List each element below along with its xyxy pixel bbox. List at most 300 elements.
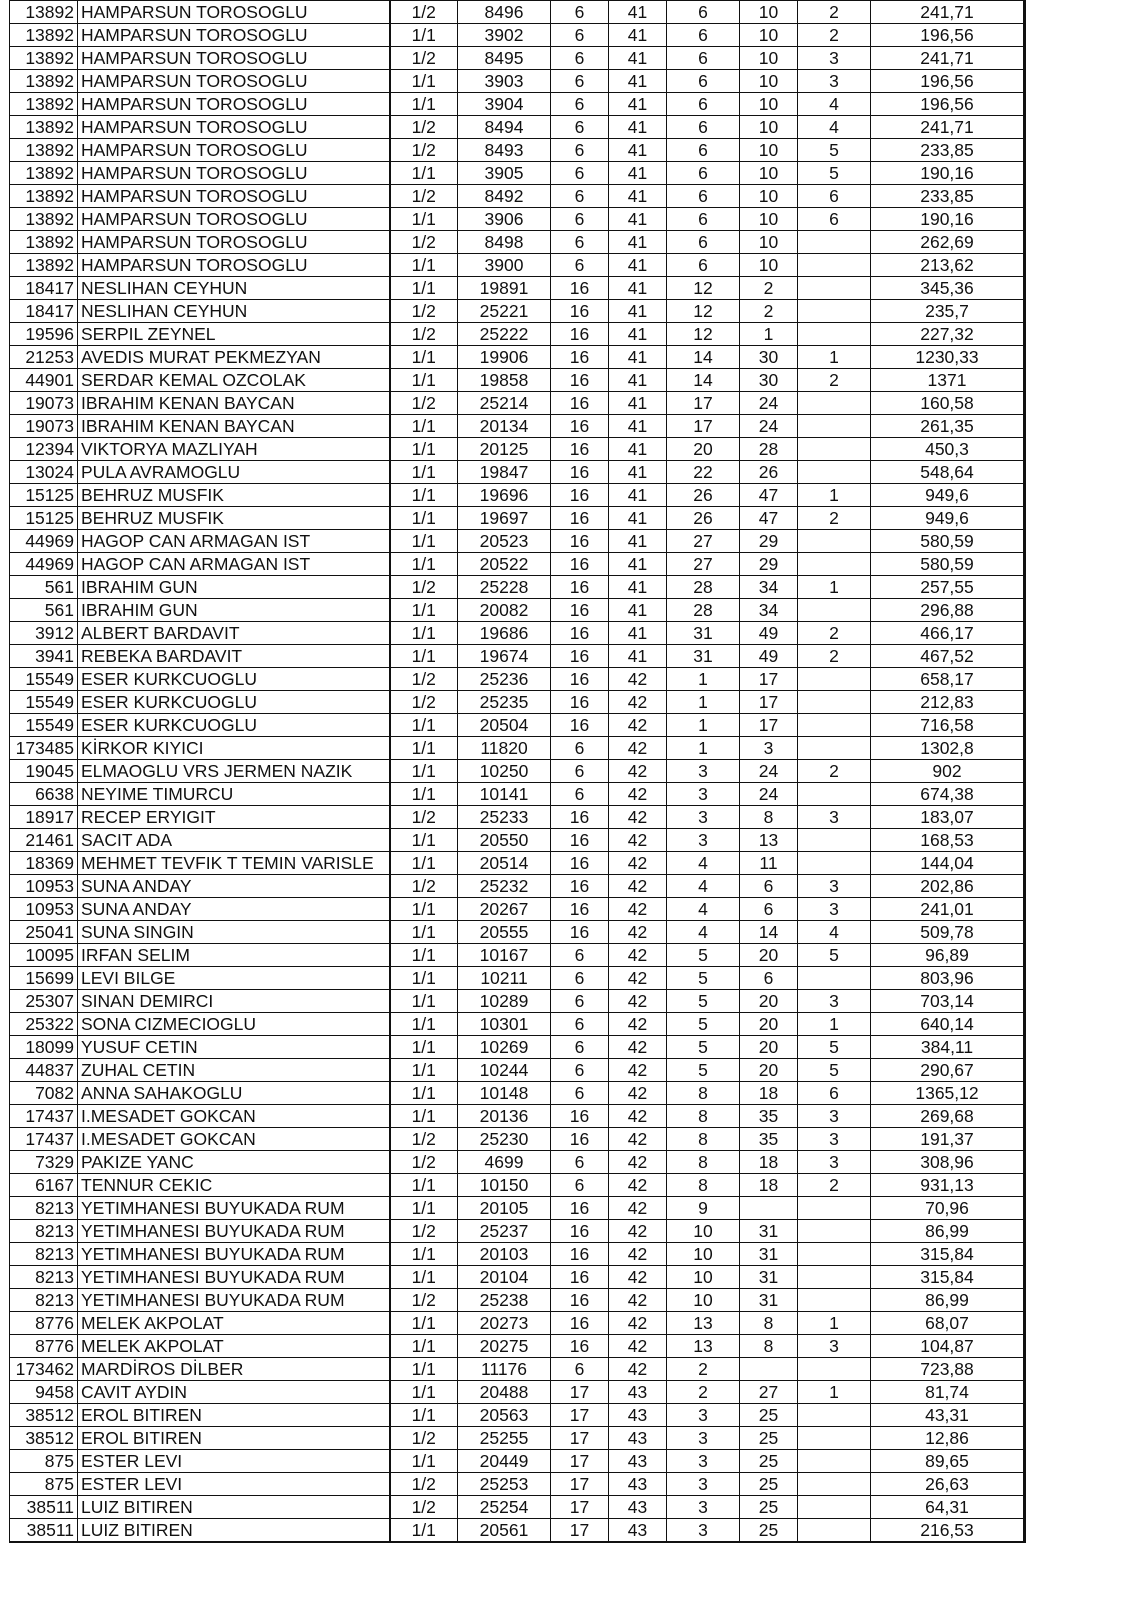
col-c-cell: 13 bbox=[667, 1312, 740, 1335]
col-b-cell: 42 bbox=[609, 1151, 667, 1174]
table-row bbox=[10, 944, 1025, 967]
table-row bbox=[10, 1059, 1025, 1082]
doc-no-cell: 3904 bbox=[458, 93, 551, 116]
record-no-cell: 25307 bbox=[10, 990, 78, 1013]
col-a-cell: 16 bbox=[551, 576, 609, 599]
amount-cell: 703,14 bbox=[871, 990, 1025, 1013]
name-cell: LEVI BILGE bbox=[78, 967, 390, 990]
amount-cell: 213,62 bbox=[871, 254, 1025, 277]
col-a-cell: 16 bbox=[551, 806, 609, 829]
col-b-cell: 41 bbox=[609, 507, 667, 530]
amount-cell: 450,3 bbox=[871, 438, 1025, 461]
col-d-cell: 10 bbox=[740, 1, 798, 24]
table-row bbox=[10, 1289, 1025, 1312]
col-b-cell: 42 bbox=[609, 990, 667, 1013]
col-d-cell: 34 bbox=[740, 599, 798, 622]
share-cell: 1/1 bbox=[390, 438, 458, 461]
name-cell: ESTER LEVI bbox=[78, 1450, 390, 1473]
col-b-cell: 41 bbox=[609, 438, 667, 461]
col-c-cell: 5 bbox=[667, 1059, 740, 1082]
col-c-cell: 20 bbox=[667, 438, 740, 461]
col-e-cell bbox=[798, 852, 871, 875]
record-no-cell: 44901 bbox=[10, 369, 78, 392]
amount-cell: 658,17 bbox=[871, 668, 1025, 691]
record-no-cell: 8213 bbox=[10, 1220, 78, 1243]
col-d-cell: 47 bbox=[740, 507, 798, 530]
doc-no-cell: 19686 bbox=[458, 622, 551, 645]
col-a-cell: 17 bbox=[551, 1450, 609, 1473]
col-b-cell: 42 bbox=[609, 944, 667, 967]
table-row bbox=[10, 530, 1025, 553]
col-b-cell: 42 bbox=[609, 668, 667, 691]
doc-no-cell: 25255 bbox=[458, 1427, 551, 1450]
name-cell: MELEK AKPOLAT bbox=[78, 1335, 390, 1358]
amount-cell: 548,64 bbox=[871, 461, 1025, 484]
record-no-cell: 6167 bbox=[10, 1174, 78, 1197]
amount-cell: 96,89 bbox=[871, 944, 1025, 967]
doc-no-cell: 10150 bbox=[458, 1174, 551, 1197]
col-a-cell: 6 bbox=[551, 70, 609, 93]
share-cell: 1/1 bbox=[390, 208, 458, 231]
table-row bbox=[10, 323, 1025, 346]
doc-no-cell: 20522 bbox=[458, 553, 551, 576]
col-e-cell: 3 bbox=[798, 70, 871, 93]
doc-no-cell: 25222 bbox=[458, 323, 551, 346]
doc-no-cell: 3905 bbox=[458, 162, 551, 185]
col-d-cell: 10 bbox=[740, 70, 798, 93]
col-d-cell: 20 bbox=[740, 990, 798, 1013]
col-d-cell: 10 bbox=[740, 139, 798, 162]
col-e-cell bbox=[798, 1473, 871, 1496]
col-d-cell: 25 bbox=[740, 1519, 798, 1543]
record-no-cell: 8213 bbox=[10, 1266, 78, 1289]
col-e-cell: 1 bbox=[798, 1312, 871, 1335]
col-c-cell: 4 bbox=[667, 852, 740, 875]
col-a-cell: 6 bbox=[551, 47, 609, 70]
table-row bbox=[10, 139, 1025, 162]
col-e-cell bbox=[798, 714, 871, 737]
col-b-cell: 41 bbox=[609, 645, 667, 668]
amount-cell: 640,14 bbox=[871, 1013, 1025, 1036]
col-b-cell: 41 bbox=[609, 47, 667, 70]
col-c-cell: 5 bbox=[667, 990, 740, 1013]
col-b-cell: 41 bbox=[609, 277, 667, 300]
col-c-cell: 26 bbox=[667, 507, 740, 530]
table-row bbox=[10, 93, 1025, 116]
col-b-cell: 41 bbox=[609, 162, 667, 185]
col-c-cell: 14 bbox=[667, 369, 740, 392]
share-cell: 1/2 bbox=[390, 806, 458, 829]
record-no-cell: 19596 bbox=[10, 323, 78, 346]
name-cell: VIKTORYA MAZLIYAH bbox=[78, 438, 390, 461]
record-no-cell: 6638 bbox=[10, 783, 78, 806]
col-e-cell bbox=[798, 1266, 871, 1289]
col-b-cell: 43 bbox=[609, 1427, 667, 1450]
record-no-cell: 15125 bbox=[10, 484, 78, 507]
amount-cell: 86,99 bbox=[871, 1220, 1025, 1243]
col-c-cell: 6 bbox=[667, 185, 740, 208]
name-cell: LUIZ BITIREN bbox=[78, 1496, 390, 1519]
col-b-cell: 41 bbox=[609, 208, 667, 231]
col-c-cell: 27 bbox=[667, 530, 740, 553]
col-d-cell: 10 bbox=[740, 93, 798, 116]
table-row bbox=[10, 24, 1025, 47]
col-e-cell: 2 bbox=[798, 507, 871, 530]
table-row bbox=[10, 346, 1025, 369]
name-cell: ALBERT BARDAVIT bbox=[78, 622, 390, 645]
col-e-cell: 3 bbox=[798, 1335, 871, 1358]
col-d-cell: 3 bbox=[740, 737, 798, 760]
col-e-cell: 2 bbox=[798, 1174, 871, 1197]
doc-no-cell: 20504 bbox=[458, 714, 551, 737]
share-cell: 1/1 bbox=[390, 1335, 458, 1358]
share-cell: 1/1 bbox=[390, 1450, 458, 1473]
share-cell: 1/1 bbox=[390, 645, 458, 668]
record-no-cell: 3941 bbox=[10, 645, 78, 668]
col-a-cell: 16 bbox=[551, 691, 609, 714]
col-b-cell: 42 bbox=[609, 1036, 667, 1059]
table-row bbox=[10, 967, 1025, 990]
col-c-cell: 9 bbox=[667, 1197, 740, 1220]
share-cell: 1/2 bbox=[390, 47, 458, 70]
name-cell: AVEDIS MURAT PEKMEZYAN bbox=[78, 346, 390, 369]
doc-no-cell: 25221 bbox=[458, 300, 551, 323]
col-e-cell: 2 bbox=[798, 24, 871, 47]
col-d-cell: 8 bbox=[740, 1335, 798, 1358]
col-c-cell: 17 bbox=[667, 415, 740, 438]
share-cell: 1/2 bbox=[390, 1, 458, 24]
col-e-cell: 1 bbox=[798, 1013, 871, 1036]
col-a-cell: 6 bbox=[551, 1082, 609, 1105]
doc-no-cell: 20561 bbox=[458, 1519, 551, 1543]
doc-no-cell: 20523 bbox=[458, 530, 551, 553]
col-c-cell: 17 bbox=[667, 392, 740, 415]
col-d-cell: 31 bbox=[740, 1289, 798, 1312]
col-e-cell: 4 bbox=[798, 921, 871, 944]
col-d-cell: 34 bbox=[740, 576, 798, 599]
share-cell: 1/1 bbox=[390, 1266, 458, 1289]
col-d-cell: 2 bbox=[740, 277, 798, 300]
share-cell: 1/2 bbox=[390, 1151, 458, 1174]
amount-cell: 43,31 bbox=[871, 1404, 1025, 1427]
col-a-cell: 6 bbox=[551, 990, 609, 1013]
col-e-cell: 6 bbox=[798, 208, 871, 231]
col-b-cell: 42 bbox=[609, 1243, 667, 1266]
col-d-cell: 30 bbox=[740, 346, 798, 369]
share-cell: 1/2 bbox=[390, 1427, 458, 1450]
doc-no-cell: 20103 bbox=[458, 1243, 551, 1266]
doc-no-cell: 19697 bbox=[458, 507, 551, 530]
col-d-cell: 20 bbox=[740, 1036, 798, 1059]
record-no-cell: 15125 bbox=[10, 507, 78, 530]
record-no-cell: 21253 bbox=[10, 346, 78, 369]
record-no-cell: 18417 bbox=[10, 300, 78, 323]
doc-no-cell: 8496 bbox=[458, 1, 551, 24]
name-cell: HAMPARSUN TOROSOGLU bbox=[78, 24, 390, 47]
doc-no-cell: 10167 bbox=[458, 944, 551, 967]
amount-cell: 315,84 bbox=[871, 1243, 1025, 1266]
name-cell: SERPIL ZEYNEL bbox=[78, 323, 390, 346]
amount-cell: 580,59 bbox=[871, 530, 1025, 553]
doc-no-cell: 25238 bbox=[458, 1289, 551, 1312]
record-no-cell: 561 bbox=[10, 599, 78, 622]
col-c-cell: 28 bbox=[667, 576, 740, 599]
col-c-cell: 6 bbox=[667, 208, 740, 231]
table-row bbox=[10, 921, 1025, 944]
col-b-cell: 41 bbox=[609, 1, 667, 24]
col-c-cell: 1 bbox=[667, 668, 740, 691]
col-c-cell: 3 bbox=[667, 783, 740, 806]
record-no-cell: 15549 bbox=[10, 714, 78, 737]
name-cell: HAMPARSUN TOROSOGLU bbox=[78, 93, 390, 116]
col-b-cell: 42 bbox=[609, 691, 667, 714]
col-e-cell bbox=[798, 1519, 871, 1543]
name-cell: ANNA SAHAKOGLU bbox=[78, 1082, 390, 1105]
table-row bbox=[10, 760, 1025, 783]
col-a-cell: 6 bbox=[551, 1036, 609, 1059]
col-d-cell: 17 bbox=[740, 714, 798, 737]
share-cell: 1/2 bbox=[390, 1128, 458, 1151]
doc-no-cell: 20134 bbox=[458, 415, 551, 438]
table-row bbox=[10, 415, 1025, 438]
col-b-cell: 42 bbox=[609, 1266, 667, 1289]
col-d-cell: 10 bbox=[740, 231, 798, 254]
col-b-cell: 41 bbox=[609, 93, 667, 116]
table-row bbox=[10, 737, 1025, 760]
table-row bbox=[10, 277, 1025, 300]
share-cell: 1/1 bbox=[390, 921, 458, 944]
table-row bbox=[10, 1427, 1025, 1450]
name-cell: LUIZ BITIREN bbox=[78, 1519, 390, 1543]
col-d-cell: 6 bbox=[740, 875, 798, 898]
share-cell: 1/1 bbox=[390, 783, 458, 806]
doc-no-cell: 11820 bbox=[458, 737, 551, 760]
col-a-cell: 16 bbox=[551, 369, 609, 392]
col-a-cell: 17 bbox=[551, 1473, 609, 1496]
record-no-cell: 38512 bbox=[10, 1404, 78, 1427]
col-e-cell: 3 bbox=[798, 898, 871, 921]
col-d-cell bbox=[740, 1358, 798, 1381]
col-e-cell bbox=[798, 1404, 871, 1427]
col-b-cell: 41 bbox=[609, 24, 667, 47]
record-no-cell: 44969 bbox=[10, 530, 78, 553]
doc-no-cell: 20550 bbox=[458, 829, 551, 852]
col-c-cell: 6 bbox=[667, 139, 740, 162]
record-no-cell: 10953 bbox=[10, 898, 78, 921]
col-e-cell bbox=[798, 1289, 871, 1312]
col-b-cell: 41 bbox=[609, 70, 667, 93]
record-no-cell: 10095 bbox=[10, 944, 78, 967]
col-e-cell: 2 bbox=[798, 369, 871, 392]
col-a-cell: 17 bbox=[551, 1496, 609, 1519]
col-d-cell: 18 bbox=[740, 1151, 798, 1174]
col-a-cell: 6 bbox=[551, 967, 609, 990]
col-d-cell: 49 bbox=[740, 645, 798, 668]
col-a-cell: 16 bbox=[551, 829, 609, 852]
record-no-cell: 44837 bbox=[10, 1059, 78, 1082]
col-d-cell: 25 bbox=[740, 1427, 798, 1450]
col-c-cell: 3 bbox=[667, 1473, 740, 1496]
col-a-cell: 16 bbox=[551, 415, 609, 438]
col-d-cell: 25 bbox=[740, 1450, 798, 1473]
col-c-cell: 1 bbox=[667, 714, 740, 737]
share-cell: 1/1 bbox=[390, 70, 458, 93]
amount-cell: 902 bbox=[871, 760, 1025, 783]
col-e-cell bbox=[798, 668, 871, 691]
name-cell: REBEKA BARDAVIT bbox=[78, 645, 390, 668]
col-b-cell: 42 bbox=[609, 1059, 667, 1082]
col-a-cell: 16 bbox=[551, 645, 609, 668]
record-no-cell: 8213 bbox=[10, 1243, 78, 1266]
col-b-cell: 43 bbox=[609, 1519, 667, 1543]
col-b-cell: 41 bbox=[609, 576, 667, 599]
record-no-cell: 875 bbox=[10, 1473, 78, 1496]
col-c-cell: 5 bbox=[667, 944, 740, 967]
col-c-cell: 10 bbox=[667, 1289, 740, 1312]
col-d-cell: 10 bbox=[740, 208, 798, 231]
name-cell: HAMPARSUN TOROSOGLU bbox=[78, 231, 390, 254]
doc-no-cell: 11176 bbox=[458, 1358, 551, 1381]
col-a-cell: 6 bbox=[551, 1059, 609, 1082]
doc-no-cell: 25228 bbox=[458, 576, 551, 599]
col-e-cell bbox=[798, 1450, 871, 1473]
table-row bbox=[10, 898, 1025, 921]
col-e-cell bbox=[798, 415, 871, 438]
name-cell: ESER KURKCUOGLU bbox=[78, 714, 390, 737]
col-e-cell bbox=[798, 300, 871, 323]
col-b-cell: 42 bbox=[609, 806, 667, 829]
col-c-cell: 10 bbox=[667, 1266, 740, 1289]
col-e-cell bbox=[798, 691, 871, 714]
col-d-cell: 10 bbox=[740, 254, 798, 277]
name-cell: NESLIHAN CEYHUN bbox=[78, 300, 390, 323]
record-no-cell: 13892 bbox=[10, 116, 78, 139]
record-no-cell: 13024 bbox=[10, 461, 78, 484]
col-a-cell: 16 bbox=[551, 1335, 609, 1358]
record-no-cell: 8776 bbox=[10, 1312, 78, 1335]
doc-no-cell: 25254 bbox=[458, 1496, 551, 1519]
amount-cell: 70,96 bbox=[871, 1197, 1025, 1220]
record-no-cell: 19073 bbox=[10, 392, 78, 415]
name-cell: YETIMHANESI BUYUKADA RUM bbox=[78, 1266, 390, 1289]
amount-cell: 262,69 bbox=[871, 231, 1025, 254]
record-no-cell: 7329 bbox=[10, 1151, 78, 1174]
doc-no-cell: 19891 bbox=[458, 277, 551, 300]
col-e-cell: 2 bbox=[798, 622, 871, 645]
doc-no-cell: 10141 bbox=[458, 783, 551, 806]
col-e-cell: 2 bbox=[798, 1, 871, 24]
col-b-cell: 43 bbox=[609, 1473, 667, 1496]
table-row bbox=[10, 369, 1025, 392]
col-a-cell: 6 bbox=[551, 1174, 609, 1197]
col-d-cell: 25 bbox=[740, 1404, 798, 1427]
record-no-cell: 15549 bbox=[10, 668, 78, 691]
table-row bbox=[10, 599, 1025, 622]
col-d-cell: 35 bbox=[740, 1105, 798, 1128]
name-cell: KİRKOR KIYICI bbox=[78, 737, 390, 760]
amount-cell: 241,71 bbox=[871, 1, 1025, 24]
record-no-cell: 7082 bbox=[10, 1082, 78, 1105]
col-b-cell: 42 bbox=[609, 1312, 667, 1335]
col-e-cell bbox=[798, 1220, 871, 1243]
table-row bbox=[10, 1105, 1025, 1128]
col-b-cell: 42 bbox=[609, 1358, 667, 1381]
col-b-cell: 42 bbox=[609, 714, 667, 737]
name-cell: RECEP ERYIGIT bbox=[78, 806, 390, 829]
amount-cell: 235,7 bbox=[871, 300, 1025, 323]
col-a-cell: 6 bbox=[551, 1358, 609, 1381]
doc-no-cell: 8492 bbox=[458, 185, 551, 208]
name-cell: SONA CIZMECIOGLU bbox=[78, 1013, 390, 1036]
doc-no-cell: 25232 bbox=[458, 875, 551, 898]
col-c-cell: 12 bbox=[667, 300, 740, 323]
col-e-cell bbox=[798, 1243, 871, 1266]
amount-cell: 803,96 bbox=[871, 967, 1025, 990]
share-cell: 1/1 bbox=[390, 1381, 458, 1404]
table-row bbox=[10, 1197, 1025, 1220]
col-b-cell: 42 bbox=[609, 898, 667, 921]
amount-cell: 12,86 bbox=[871, 1427, 1025, 1450]
share-cell: 1/1 bbox=[390, 1519, 458, 1543]
col-a-cell: 16 bbox=[551, 323, 609, 346]
col-e-cell bbox=[798, 1496, 871, 1519]
col-b-cell: 42 bbox=[609, 921, 667, 944]
share-cell: 1/1 bbox=[390, 1036, 458, 1059]
col-d-cell: 24 bbox=[740, 760, 798, 783]
col-b-cell: 42 bbox=[609, 1105, 667, 1128]
col-d-cell: 10 bbox=[740, 24, 798, 47]
col-b-cell: 41 bbox=[609, 323, 667, 346]
col-c-cell: 22 bbox=[667, 461, 740, 484]
name-cell: I.MESADET GOKCAN bbox=[78, 1128, 390, 1151]
col-a-cell: 6 bbox=[551, 185, 609, 208]
col-c-cell: 14 bbox=[667, 346, 740, 369]
table-row bbox=[10, 714, 1025, 737]
col-b-cell: 41 bbox=[609, 622, 667, 645]
col-c-cell: 2 bbox=[667, 1381, 740, 1404]
record-no-cell: 13892 bbox=[10, 254, 78, 277]
amount-cell: 1371 bbox=[871, 369, 1025, 392]
name-cell: TENNUR CEKIC bbox=[78, 1174, 390, 1197]
record-no-cell: 17437 bbox=[10, 1105, 78, 1128]
table-row bbox=[10, 1082, 1025, 1105]
col-c-cell: 4 bbox=[667, 921, 740, 944]
amount-cell: 216,53 bbox=[871, 1519, 1025, 1543]
col-e-cell: 5 bbox=[798, 1036, 871, 1059]
col-e-cell: 3 bbox=[798, 1105, 871, 1128]
table-row bbox=[10, 231, 1025, 254]
col-a-cell: 16 bbox=[551, 438, 609, 461]
amount-cell: 1302,8 bbox=[871, 737, 1025, 760]
col-c-cell: 6 bbox=[667, 1, 740, 24]
doc-no-cell: 19674 bbox=[458, 645, 551, 668]
name-cell: IBRAHIM KENAN BAYCAN bbox=[78, 415, 390, 438]
amount-cell: 212,83 bbox=[871, 691, 1025, 714]
record-no-cell: 13892 bbox=[10, 24, 78, 47]
doc-no-cell: 10244 bbox=[458, 1059, 551, 1082]
col-d-cell: 24 bbox=[740, 783, 798, 806]
col-d-cell: 29 bbox=[740, 530, 798, 553]
col-c-cell: 6 bbox=[667, 231, 740, 254]
col-e-cell bbox=[798, 1197, 871, 1220]
col-c-cell: 6 bbox=[667, 116, 740, 139]
col-a-cell: 6 bbox=[551, 208, 609, 231]
amount-cell: 716,58 bbox=[871, 714, 1025, 737]
share-cell: 1/2 bbox=[390, 139, 458, 162]
doc-no-cell: 20125 bbox=[458, 438, 551, 461]
name-cell: YETIMHANESI BUYUKADA RUM bbox=[78, 1289, 390, 1312]
col-a-cell: 16 bbox=[551, 1312, 609, 1335]
